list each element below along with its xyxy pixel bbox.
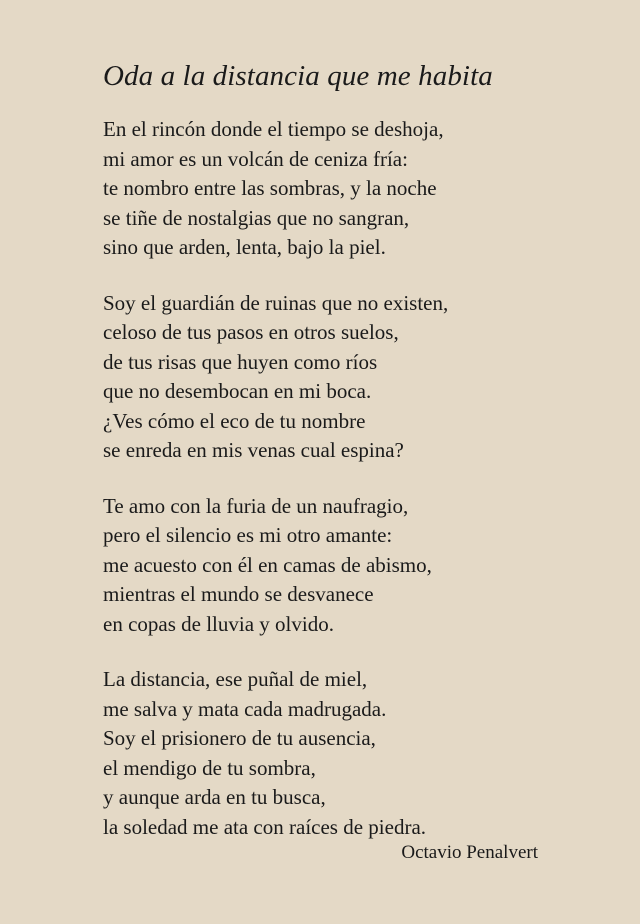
poem-line: mientras el mundo se desvanece	[103, 582, 374, 606]
stanza-4	[103, 665, 600, 842]
poem-title: Oda a la distancia que me habita	[103, 60, 493, 92]
poem-line: celoso de tus pasos en otros suelos,	[103, 320, 399, 344]
poem-line: Soy el prisionero de tu ausencia,	[103, 726, 376, 750]
poem-line: pero el silencio es mi otro amante:	[103, 523, 393, 547]
poem-line: y aunque arda en tu busca,	[103, 785, 326, 809]
poem-line: Soy el guardián de ruinas que no existen,	[103, 290, 449, 315]
poem-line: de tus risas que huyen como ríos	[103, 349, 378, 374]
poem-line: Te amo con la furia de un naufragio,	[103, 493, 409, 518]
poem-line: me acuesto con él en camas de abismo,	[103, 552, 432, 577]
poem-line: la soledad me ata con raíces de piedra.	[103, 814, 427, 839]
stanza-3	[103, 492, 600, 640]
poem-line: sino que arden, lenta, bajo la piel.	[103, 235, 386, 259]
poem-line: En el rincón donde el tiempo se deshoja,	[103, 117, 444, 141]
poem-line: el mendigo de tu sombra,	[103, 755, 316, 780]
poem-line: La distancia, ese puñal de miel,	[103, 667, 368, 691]
poem-line: que no desembocan en mi boca.	[103, 379, 372, 403]
poem-line: ¿Ves cómo el eco de tu nombre	[103, 408, 366, 433]
poem-line: te nombro entre las sombras, y la noche	[103, 176, 437, 200]
poem-line: en copas de lluvia y olvido.	[103, 611, 334, 636]
poem-line: se enreda en mis venas cual espina?	[103, 438, 404, 462]
poem-line: mi amor es un volcán de ceniza fría:	[103, 146, 408, 171]
poem-line: se tiñe de nostalgias que no sangran,	[103, 205, 410, 230]
stanza-2	[103, 289, 600, 466]
stanza-1	[103, 115, 600, 263]
author-signature: Octavio Penalvert	[401, 842, 538, 863]
poem-line: me salva y mata cada madrugada.	[103, 696, 387, 721]
